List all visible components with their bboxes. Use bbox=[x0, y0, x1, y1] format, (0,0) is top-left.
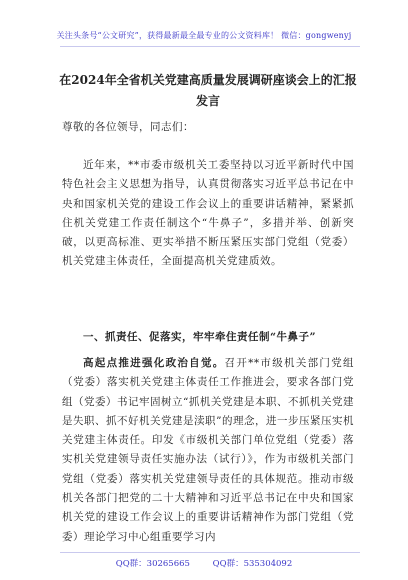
footer-qq-group-2: QQ群：535304092 bbox=[212, 559, 293, 569]
footer-divider bbox=[60, 552, 360, 553]
paragraph-section-1 bbox=[62, 354, 354, 547]
paragraph-intro: 近年来，**市委市级机关工委坚持以习近平新时代中国特色社会主义思想为指导，认真贯彻落实习近平总书记在中央和国家机关党的建设工作会议上的重要讲话精神，紧紧抓住机关党建工作责任制这个“牛鼻子”，多措并举、创新突破，以更高标准、更实举措不断压紧压实部门党组（党委）机关党建主体责任，全面提高机关党建质效。 bbox=[62, 159, 354, 268]
paragraph-body: 召开**市级机关部门党组（党委）落实机关党建主体责任工作推进会，要求各部门党组（党委）书记牢固树立“抓机关党建是本职、不抓机关党建是失职、抓不好机关党建是渎职”的理念，进一步压紧压实机关党建主体责任。印发《市级机关部门单位党组（党委）落实机关党建领导责任实施办法（试行）》，作为市级机关部门党组（党委）落实机关党建领导责任的具体规范。推动市级机关各部门把党的二十大精神和习近平总书记在中央和国家机关党的建设工作会议上的重要讲话精神作为部门党组（党委）理论学习中心组重要学习内 bbox=[62, 357, 355, 543]
header-divider bbox=[60, 46, 360, 47]
document-title: 在2024年全省机关党建高质量发展调研座谈会上的汇报发言 bbox=[59, 73, 357, 108]
section-heading-1: 一、抓责任、促落实，牢牢牵住责任制“牛鼻子” bbox=[83, 331, 317, 343]
header-banner: 关注头条号“公文研究”，获得最新最全最专业的公文资料库！ 微信：gongwenyj bbox=[56, 31, 352, 40]
paragraph-lead: 高起点推进强化政治自觉。 bbox=[83, 357, 225, 369]
salutation: 尊敬的各位领导，同志们： bbox=[62, 121, 194, 133]
footer bbox=[0, 557, 408, 569]
footer-qq-group-1: QQ群：30265665 bbox=[115, 559, 190, 569]
